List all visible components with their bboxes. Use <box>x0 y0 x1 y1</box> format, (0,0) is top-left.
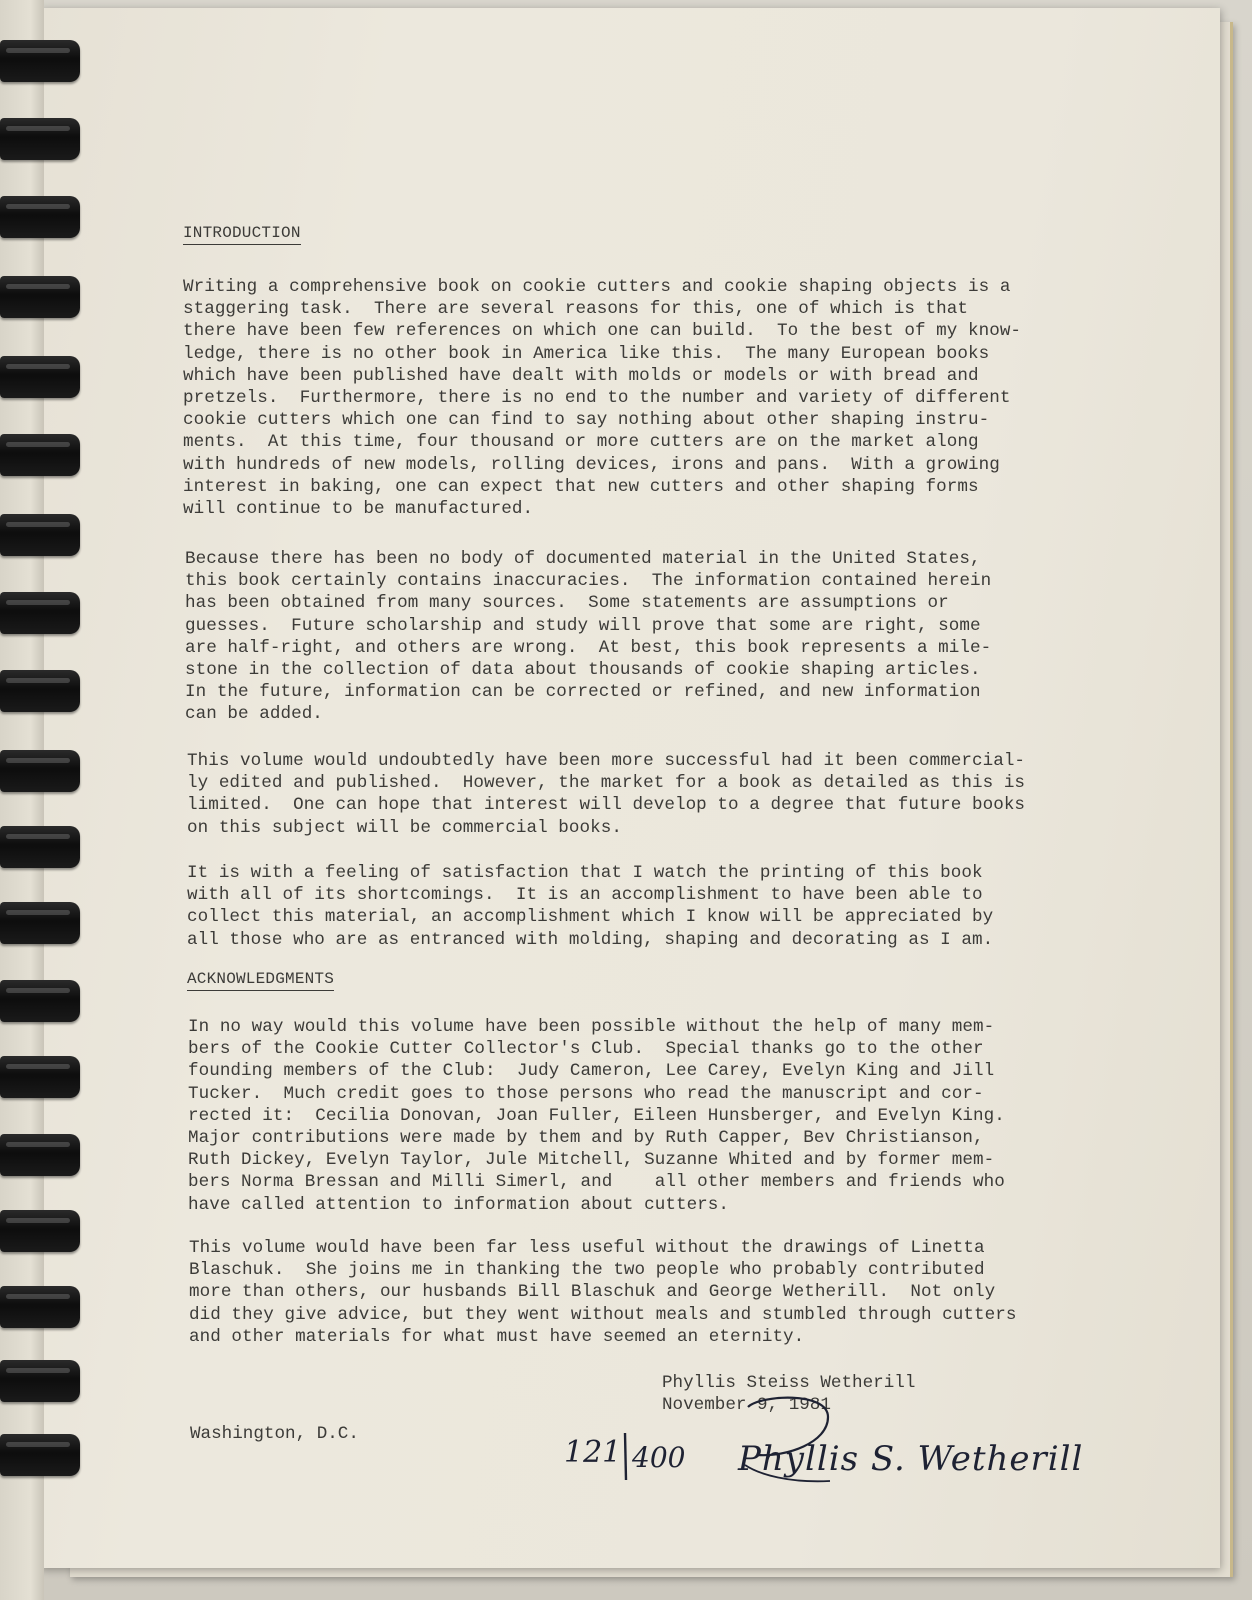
intro-paragraph-1: Writing a comprehensive book on cookie cutters and cookie shaping objects is a staggering task. There are several reasons for this, one of which is that there have been few references on which one can build. To the best of my know- ledge, there is no other book in America like this. The many European books which have been published have dealt with molds or models or with bread and pretzels. Furthermore, there is no end to the number and variety of different cookie cutters which one can find to say nothing about other shaping instru- ments. At this time, four thousand or more cutters are on the market along with hundreds of new models, rolling devices, irons and pans. With a growing interest in baking, one can expect that new cutters and other shaping forms will continue to be manufactured. <box>183 277 1022 520</box>
binding-coil <box>0 40 80 82</box>
acknowledgments-paragraph-2: This volume would have been far less useful without the drawings of Linetta Blaschuk. She joins me in thanking the two people who probably contributed more than others, our husbands Bill Blaschuk and George Wetherill. Not only did they give advice, but they went without meals and stumbled through cutters and other materials for what must have seemed an eternity. <box>189 1238 1017 1347</box>
intro-heading: INTRODUCTION <box>183 224 301 245</box>
edition-size: 400 <box>632 1441 686 1474</box>
spiral-binding <box>0 30 92 1530</box>
binding-coil <box>0 980 80 1022</box>
binding-coil <box>0 1134 80 1176</box>
binding-coil <box>0 1360 80 1402</box>
handwritten-annotation <box>560 1395 1100 1525</box>
binding-coil <box>0 1434 80 1476</box>
binding-coil <box>0 826 80 868</box>
binding-coil <box>0 196 80 238</box>
signoff-place: Washington, D.C. <box>190 1424 359 1444</box>
binding-coil <box>0 902 80 944</box>
acknowledgments-paragraph-1: In no way would this volume have been possible without the help of many mem- bers of the Cookie Cutter Collector's Club. Special thanks go to the other founding members of the Club: Judy Cameron, Lee Carey, Evelyn King and Jill Tucker. Much credit goes to those persons who read the manuscript and cor- rected it: Cecilia Donovan, Joan Fuller, Eileen Hunsberger, and Evelyn King. Major contributions were made by them and by Ruth Capper, Bev Christianson, Ruth Dickey, Evelyn Taylor, Jule Mitchell, Suzanne Whited and by former mem- bers Norma Bressan and Milli Simerl, and all other members and friends who have called attention to information about cutters. <box>188 1017 1005 1215</box>
signoff-date: November 9, 1981 <box>662 1395 831 1415</box>
binding-coil <box>0 356 80 398</box>
binding-coil <box>0 118 80 160</box>
copy-number: 121 <box>564 1435 622 1470</box>
binding-coil <box>0 514 80 556</box>
author-name: Phyllis Steiss Wetherill <box>662 1373 916 1393</box>
binding-coil <box>0 276 80 318</box>
acknowledgments-heading: ACKNOWLEDGMENTS <box>187 970 334 991</box>
intro-paragraph-2: Because there has been no body of documented material in the United States, this book certainly contains inaccuracies. The information contained herein has been obtained from many sources. Some statements are assumptions or guesses. Future scholarship and study will prove that some are right, some are half-right, and others are wrong. At best, this book represents a mile- stone in the collection of data about thousands of cookie shaping articles. In the future, information can be corrected or refined, and new information can be added. <box>185 549 992 725</box>
binding-coil <box>0 1286 80 1328</box>
binding-coil <box>0 592 80 634</box>
signature: Phyllis S. Wetherill <box>738 1439 1084 1479</box>
binding-coil <box>0 434 80 476</box>
intro-paragraph-3: This volume would undoubtedly have been more successful had it been commercial- ly edited and published. However, the market for a book as detailed as this is limited. One can hope that interest will develop to a degree that future books on this subject will be commercial books. <box>187 751 1026 838</box>
intro-paragraph-4: It is with a feeling of satisfaction that I watch the printing of this book with all of its shortcomings. It is an accomplishment to have been able to collect this material, an accomplishment which I know will be appreciated by all those who are as entranced with molding, shaping and decorating as I am. <box>187 863 994 950</box>
binding-coil <box>0 670 80 712</box>
binding-coil <box>0 750 80 792</box>
binding-coil <box>0 1056 80 1098</box>
binding-coil <box>0 1210 80 1252</box>
